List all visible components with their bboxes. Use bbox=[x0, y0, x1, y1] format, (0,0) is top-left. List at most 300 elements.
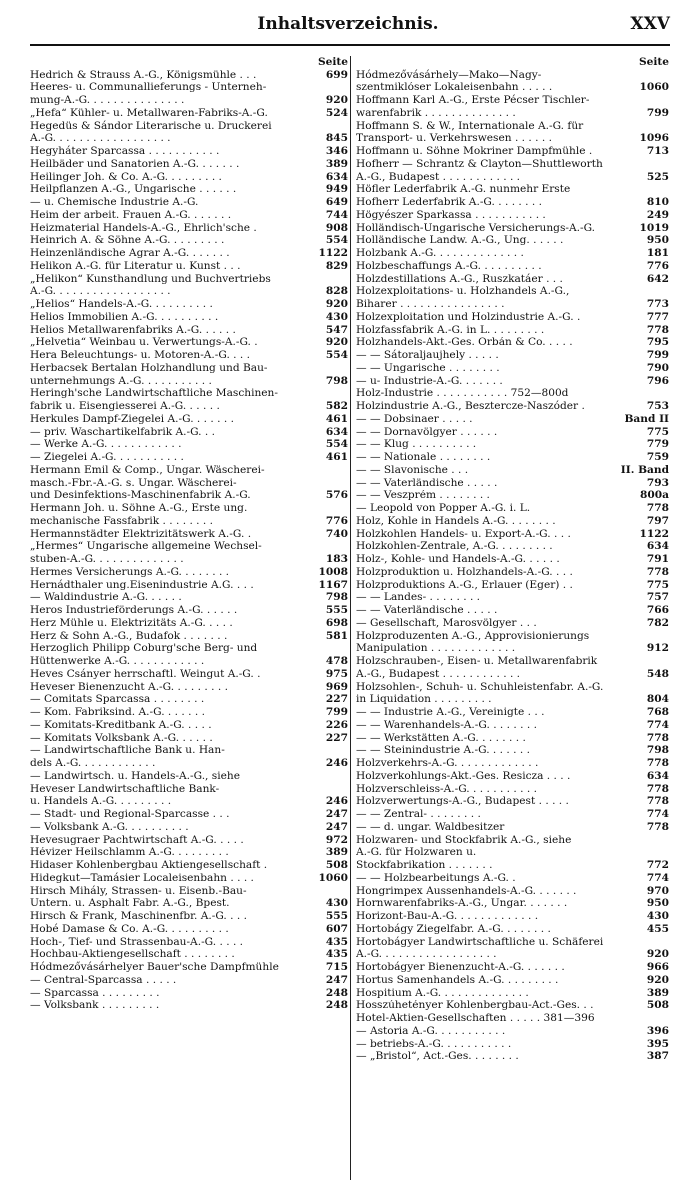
entry-page: 966 bbox=[646, 961, 669, 974]
entry-text: Holzwaren- und Stockfabrik A.-G., siehe bbox=[356, 833, 572, 846]
entry-page: 949 bbox=[325, 183, 348, 196]
entry-text: Holzexploitation und Holzindustrie A.-G. . bbox=[356, 311, 581, 323]
entry-text: — Werke A.-G. . . . . . . . . . . . bbox=[30, 438, 182, 451]
index-entry bbox=[30, 961, 348, 974]
entry-page: 778 bbox=[646, 731, 669, 744]
entry-page: 778 bbox=[646, 795, 669, 808]
entry-page: 790 bbox=[646, 362, 669, 374]
index-entry bbox=[30, 247, 348, 260]
index-entry bbox=[30, 796, 348, 809]
entry-page: 772 bbox=[646, 859, 669, 872]
index-entry bbox=[356, 936, 669, 949]
index-entry bbox=[30, 910, 348, 923]
entry-page: 950 bbox=[646, 234, 669, 247]
entry-page: II. Band bbox=[620, 464, 669, 476]
index-column-right bbox=[356, 56, 669, 1063]
entry-page: 1060 bbox=[639, 81, 669, 94]
column-divider bbox=[350, 56, 351, 1180]
entry-text: — betriebs-A.-G. . . . . . . . . . . bbox=[356, 1037, 512, 1050]
entry-page: 798 bbox=[325, 374, 348, 387]
entry-page: 430 bbox=[646, 910, 669, 923]
index-entry bbox=[30, 515, 348, 528]
index-entry bbox=[30, 209, 348, 222]
entry-page: 1167 bbox=[318, 578, 348, 591]
index-entry bbox=[356, 592, 669, 605]
index-entry bbox=[30, 898, 348, 911]
entry-page: 634 bbox=[646, 770, 669, 782]
index-entry bbox=[356, 107, 669, 120]
index-entry bbox=[356, 515, 669, 528]
entry-text: — Gesellschaft, Marosvölgyer . . . bbox=[356, 617, 537, 629]
entry-text: — Komitats-Kreditbank A.-G. . . . . bbox=[30, 719, 212, 731]
entry-page: 972 bbox=[325, 833, 348, 846]
entry-text: Hevesugraer Pachtwirtschaft A.-G. . . . . bbox=[30, 833, 244, 846]
entry-text: Heveser Bienenzucht A.-G. . . . . . . . . bbox=[30, 680, 228, 693]
entry-text: — — Sátoraljaujhely . . . . . bbox=[356, 349, 499, 362]
index-entry bbox=[356, 94, 669, 107]
index-entry bbox=[30, 706, 348, 719]
entry-page: 920 bbox=[646, 948, 669, 961]
entry-text: Heeres- u. Communallieferungs - Unterneh- bbox=[30, 81, 267, 94]
entry-text: Heilbäder und Sanatorien A.-G. . . . . . . bbox=[30, 158, 240, 170]
index-entry bbox=[356, 337, 669, 350]
index-entry bbox=[30, 69, 348, 82]
entry-page: 778 bbox=[646, 782, 669, 795]
entry-page: 970 bbox=[646, 884, 669, 897]
index-entry bbox=[356, 617, 669, 630]
entry-page: 461 bbox=[325, 413, 348, 425]
entry-page: 778 bbox=[646, 566, 669, 578]
index-entry bbox=[356, 719, 669, 732]
index-entry bbox=[30, 617, 348, 630]
index-entry bbox=[30, 145, 348, 158]
entry-text: — — Werkstätten A.-G. . . . . . . . bbox=[356, 731, 526, 744]
index-entry bbox=[356, 655, 669, 668]
entry-page: 800a bbox=[640, 489, 669, 502]
entry-page: 845 bbox=[325, 132, 348, 145]
index-entry bbox=[356, 1012, 669, 1025]
index-entry bbox=[30, 235, 348, 248]
entry-text: unternehmungs A.-G. . . . . . . . . . . bbox=[30, 374, 212, 387]
entry-page: 1122 bbox=[318, 247, 348, 260]
entry-page: 796 bbox=[646, 374, 669, 387]
index-entry bbox=[356, 451, 669, 464]
index-entry bbox=[356, 604, 669, 617]
entry-text: Hermann Joh. u. Söhne A.-G., Erste ung. bbox=[30, 502, 248, 515]
index-entry bbox=[356, 541, 669, 554]
index-entry bbox=[356, 69, 669, 82]
entry-text: Heinzenländische Agrar A.-G. . . . . . . bbox=[30, 247, 230, 260]
entry-text: Hortobágyer Landwirtschaftliche u. Schäferei bbox=[356, 935, 604, 948]
index-entry bbox=[30, 528, 348, 541]
entry-text: Heros Industrieförderungs A.-G. . . . . . bbox=[30, 604, 238, 617]
entry-text: — Astoria A.-G. . . . . . . . . . . bbox=[356, 1025, 506, 1037]
entry-text: A.-G. für Holzwaren u. bbox=[356, 846, 477, 859]
entry-text: Horizont-Bau-A.-G. . . . . . . . . . . . . bbox=[356, 910, 539, 923]
entry-page: 461 bbox=[325, 451, 348, 464]
entry-page: 576 bbox=[325, 489, 348, 502]
entry-text: in Liquidation . . . . . . . . . bbox=[356, 693, 492, 706]
index-entry bbox=[356, 311, 669, 324]
entry-page: 548 bbox=[646, 668, 669, 680]
entry-page: 430 bbox=[325, 311, 348, 323]
index-entry bbox=[356, 757, 669, 770]
entry-page: 799 bbox=[646, 107, 669, 119]
entry-page: 778 bbox=[646, 323, 669, 336]
index-entry bbox=[356, 732, 669, 745]
entry-text: Hegyháter Sparcassa . . . . . . . . . . . bbox=[30, 145, 220, 158]
entry-text: Biharer . . . . . . . . . . . . . . . . bbox=[356, 298, 505, 311]
page-number: XXV bbox=[630, 14, 670, 34]
entry-text: mung-A.-G. . . . . . . . . . . . . . . bbox=[30, 94, 185, 107]
entry-page: 248 bbox=[325, 999, 348, 1012]
entry-text: Holzsohlen-, Schuh- u. Schuhleistenfabr. A.-G. bbox=[356, 680, 604, 693]
entry-text: Hernádthaler ung.Eisenindustrie A.G. . . . bbox=[30, 578, 254, 591]
index-entry bbox=[356, 553, 669, 566]
index-entry bbox=[30, 413, 348, 426]
entry-text: Hidaser Kohlenbergbau Aktiengesellschaft . bbox=[30, 859, 268, 872]
entry-page: 766 bbox=[646, 604, 669, 617]
entry-text: Högyészer Sparkassa . . . . . . . . . . . bbox=[356, 209, 546, 221]
index-entry bbox=[356, 579, 669, 592]
entry-page: 1008 bbox=[318, 566, 348, 578]
entry-text: „Helikon“ Kunsthandlung und Buchvertriebs bbox=[30, 272, 271, 285]
entry-text: — u. Chemische Industrie A.-G. bbox=[30, 196, 199, 209]
entry-text: Hofherr Lederfabrik A.-G. . . . . . . . bbox=[356, 196, 542, 209]
index-entry bbox=[30, 732, 348, 745]
entry-text: — Stadt- und Regional-Sparcasse . . . bbox=[30, 808, 230, 821]
index-entry bbox=[356, 898, 669, 911]
entry-text: Holzbeschaffungs A.-G. . . . . . . . . . bbox=[356, 260, 542, 272]
entry-text: Heilpflanzen A.-G., Ungarische . . . . . . bbox=[30, 183, 237, 196]
index-entry bbox=[356, 643, 669, 656]
entry-page: 908 bbox=[325, 221, 348, 234]
entry-text: — — Warenhandels-A.-G. . . . . . . . bbox=[356, 719, 537, 731]
entry-page: 778 bbox=[646, 821, 669, 833]
entry-text: Holländisch-Ungarische Versicherungs-A.-G. bbox=[356, 221, 596, 234]
entry-text: — — Ungarische . . . . . . . . bbox=[356, 362, 500, 374]
entry-page: 774 bbox=[646, 808, 669, 821]
entry-page: 524 bbox=[325, 107, 348, 119]
entry-text: Holzindustrie A.-G., Besztercze-Naszóder . bbox=[356, 400, 585, 413]
index-entry bbox=[30, 936, 348, 949]
index-entry bbox=[356, 910, 669, 923]
entry-page: 804 bbox=[646, 693, 669, 706]
entry-text: Holzfassfabrik A.-G. in L. . . . . . . . . bbox=[356, 323, 545, 336]
entry-page: Seite bbox=[638, 56, 669, 68]
index-entry bbox=[30, 362, 348, 375]
index-entry bbox=[356, 298, 669, 311]
entry-text: — „Bristol“, Act.-Ges. . . . . . . . bbox=[356, 1050, 519, 1063]
index-entry bbox=[356, 528, 669, 541]
index-entry bbox=[30, 808, 348, 821]
entry-text: A.-G., Budapest . . . . . . . . . . . . bbox=[356, 668, 521, 680]
entry-page: 969 bbox=[325, 680, 348, 693]
index-entry bbox=[30, 94, 348, 107]
entry-text: A.-G. . . . . . . . . . . . . . . . . . bbox=[30, 285, 171, 298]
entry-page: 248 bbox=[325, 986, 348, 999]
entry-page: 508 bbox=[325, 859, 348, 872]
entry-text: Hoffmann Karl A.-G., Erste Pécser Tischler- bbox=[356, 94, 590, 107]
entry-page: 389 bbox=[325, 158, 348, 170]
index-column-left bbox=[30, 56, 348, 1012]
index-entry bbox=[356, 974, 669, 987]
index-entry bbox=[30, 349, 348, 362]
entry-text: Herkules Dampf-Ziegelei A.-G. . . . . . . bbox=[30, 413, 234, 425]
index-entry bbox=[356, 706, 669, 719]
index-entry bbox=[356, 349, 669, 362]
index-entry bbox=[356, 681, 669, 694]
entry-text: Hochbau-Aktiengesellschaft . . . . . . . . bbox=[30, 948, 235, 961]
index-entry bbox=[356, 923, 669, 936]
entry-text: Untern. u. Asphalt Fabr. A.-G., Bpest. bbox=[30, 897, 230, 910]
entry-text: Holzproduktions A.-G., Erlauer (Eger) . . bbox=[356, 578, 573, 591]
entry-page: 975 bbox=[325, 668, 348, 680]
entry-page: 395 bbox=[646, 1037, 669, 1050]
index-entry bbox=[30, 681, 348, 694]
entry-text: Heveser Landwirtschaftliche Bank- bbox=[30, 782, 220, 795]
index-entry bbox=[356, 987, 669, 1000]
index-entry bbox=[30, 133, 348, 146]
entry-page: 478 bbox=[325, 655, 348, 668]
entry-page: 773 bbox=[646, 298, 669, 311]
entry-text: Transport- u. Verkehrswesen . . . . . . bbox=[356, 132, 552, 145]
index-entry bbox=[30, 694, 348, 707]
index-entry bbox=[356, 745, 669, 758]
index-entry bbox=[356, 439, 669, 452]
entry-text: Hedrich & Strauss A.-G., Königsmühle . . . bbox=[30, 68, 257, 81]
entry-text: Hirsch Mihály, Strassen- u. Eisenb.-Bau- bbox=[30, 884, 247, 897]
entry-text: Hirsch & Frank, Maschinenfbr. A.-G. . . . bbox=[30, 910, 248, 923]
entry-page: 181 bbox=[646, 247, 669, 260]
index-entry bbox=[30, 885, 348, 898]
index-entry bbox=[30, 107, 348, 120]
entry-page: 226 bbox=[325, 719, 348, 731]
entry-page: 713 bbox=[646, 145, 669, 158]
entry-text: Holz, Kohle in Handels A.-G. . . . . . . . bbox=[356, 515, 556, 527]
entry-page: 744 bbox=[325, 209, 348, 221]
entry-text: dels A.-G. . . . . . . . . . . . bbox=[30, 757, 156, 770]
entry-text: Holzdestillations A.-G., Ruszkatáer . . . bbox=[356, 272, 563, 285]
index-entry bbox=[30, 286, 348, 299]
entry-text: Manipulation . . . . . . . . . . . . . bbox=[356, 642, 516, 655]
index-entry bbox=[30, 120, 348, 133]
page-column-header bbox=[356, 56, 669, 69]
entry-page: 779 bbox=[646, 438, 669, 451]
index-entry bbox=[356, 82, 669, 95]
entry-page: 699 bbox=[325, 68, 348, 81]
entry-text: Heim der arbeit. Frauen A.-G. . . . . . . bbox=[30, 209, 232, 221]
index-entry bbox=[30, 400, 348, 413]
index-entry bbox=[30, 757, 348, 770]
entry-text: warenfabrik . . . . . . . . . . . . . . bbox=[356, 107, 516, 119]
entry-page: 791 bbox=[646, 553, 669, 566]
entry-text: Hongrimpex Aussenhandels-A.-G. . . . . . . bbox=[356, 884, 577, 897]
index-entry bbox=[30, 541, 348, 554]
entry-text: Holzverschleiss-A.-G. . . . . . . . . . . bbox=[356, 782, 537, 795]
entry-page: 799 bbox=[325, 706, 348, 719]
index-entry bbox=[356, 783, 669, 796]
entry-text: — — Veszprém . . . . . . . . bbox=[356, 489, 490, 502]
entry-text: Hermannstädter Elektrizitätswerk A.-G. . bbox=[30, 527, 252, 540]
entry-text: Hofherr — Schrantz & Clayton—Shuttleworth bbox=[356, 158, 603, 170]
entry-page: 554 bbox=[325, 234, 348, 247]
index-entry bbox=[356, 859, 669, 872]
entry-text: — — Vaterländische . . . . . bbox=[356, 476, 498, 489]
entry-text: Hoffmann u. Söhne Mokriner Dampfmühle . bbox=[356, 145, 593, 158]
index-entry bbox=[356, 796, 669, 809]
index-entry bbox=[356, 885, 669, 898]
entry-text: — — Dobsinaer . . . . . bbox=[356, 413, 473, 425]
entry-text: Hera Beleuchtungs- u. Motoren-A.-G. . . . bbox=[30, 349, 251, 362]
entry-text: — Volksbank . . . . . . . . . bbox=[30, 999, 160, 1012]
index-entry bbox=[356, 566, 669, 579]
page-column-header bbox=[30, 56, 348, 69]
page-header bbox=[0, 14, 696, 40]
entry-text: — Landwirtsch. u. Handels-A.-G., siehe bbox=[30, 770, 240, 782]
entry-page: 247 bbox=[325, 974, 348, 986]
index-entry bbox=[30, 847, 348, 860]
entry-page: 799 bbox=[646, 349, 669, 362]
index-entry bbox=[30, 1000, 348, 1013]
entry-text: — — Klug . . . . . . . . . . bbox=[356, 438, 477, 451]
entry-page: 776 bbox=[325, 515, 348, 527]
entry-text: Hospitium A.-G. . . . . . . . . . . . . . bbox=[356, 986, 529, 999]
entry-text: — — Nationale . . . . . . . . bbox=[356, 451, 491, 464]
entry-text: Hermann Emil & Comp., Ungar. Wäscherei- bbox=[30, 464, 265, 476]
entry-page: 740 bbox=[325, 527, 348, 540]
index-entry bbox=[356, 235, 669, 248]
index-entry bbox=[30, 464, 348, 477]
index-entry bbox=[30, 298, 348, 311]
index-entry bbox=[30, 439, 348, 452]
entry-page: 554 bbox=[325, 438, 348, 451]
index-entry bbox=[30, 222, 348, 235]
entry-page: 776 bbox=[646, 260, 669, 272]
entry-page: 455 bbox=[646, 923, 669, 935]
entry-text: Herbacsek Bertalan Holzhandlung und Bau- bbox=[30, 362, 268, 374]
entry-page: 828 bbox=[325, 285, 348, 298]
entry-text: Holzhandels-Akt.-Ges. Orbán & Co. . . . . bbox=[356, 336, 573, 349]
index-entry bbox=[356, 502, 669, 515]
entry-text: Hortus Samenhandels A.-G. . . . . . . . . bbox=[356, 974, 559, 986]
index-entry bbox=[30, 821, 348, 834]
index-entry bbox=[356, 961, 669, 974]
index-entry bbox=[356, 145, 669, 158]
header-rule bbox=[30, 44, 670, 46]
index-entry bbox=[30, 388, 348, 401]
index-entry bbox=[30, 451, 348, 464]
index-entry bbox=[30, 923, 348, 936]
entry-text: Höfler Lederfabrik A.-G. nunmehr Erste bbox=[356, 183, 571, 196]
index-entry bbox=[356, 949, 669, 962]
index-entry bbox=[30, 311, 348, 324]
index-entry bbox=[30, 579, 348, 592]
index-entry bbox=[30, 566, 348, 579]
entry-page: 387 bbox=[646, 1050, 669, 1063]
entry-text: Hévizer Heilschlamm A.-G. . . . . . . . . bbox=[30, 846, 229, 859]
entry-text: Helios Metallwarenfabriks A.-G. . . . . . bbox=[30, 323, 236, 336]
entry-page: 634 bbox=[646, 540, 669, 553]
index-entry bbox=[30, 260, 348, 273]
entry-text: Hermes Versicherungs A.-G. . . . . . . . bbox=[30, 566, 230, 578]
entry-page: 810 bbox=[646, 196, 669, 209]
entry-text: Hoffmann S. & W., Internationale A.-G. für bbox=[356, 119, 584, 132]
index-entry bbox=[356, 209, 669, 222]
index-entry bbox=[30, 184, 348, 197]
entry-text: Holzkohlen Handels- u. Export-A.-G. . . . bbox=[356, 527, 571, 540]
entry-page: 525 bbox=[646, 170, 669, 183]
entry-page: 227 bbox=[325, 731, 348, 744]
entry-text: Heilinger Joh. & Co. A.-G. . . . . . . . . bbox=[30, 170, 222, 183]
entry-text: Herzoglich Philipp Coburg'sche Berg- und bbox=[30, 642, 258, 655]
entry-page: 774 bbox=[646, 872, 669, 884]
entry-text: — — Slavonische . . . bbox=[356, 464, 469, 476]
entry-text: — Volksbank A.-G. . . . . . . . . . bbox=[30, 821, 189, 833]
index-entry bbox=[356, 1051, 669, 1064]
entry-page: 435 bbox=[325, 948, 348, 961]
entry-text: Hotel-Aktien-Gesellschaften . . . . . 381—396 bbox=[356, 1012, 595, 1025]
index-entry bbox=[30, 158, 348, 171]
entry-text: „Helvetia“ Weinbau u. Verwertungs-A.-G. . bbox=[30, 336, 258, 349]
entry-text: Helikon A.-G. für Literatur u. Kunst . . . bbox=[30, 260, 241, 272]
entry-text: Hódmezővásárhelyer Bauer'sche Dampfmühle bbox=[30, 961, 279, 974]
entry-text: — Waldindustrie A.-G. . . . . . bbox=[30, 591, 182, 604]
entry-page: 227 bbox=[325, 693, 348, 706]
index-entry bbox=[30, 324, 348, 337]
entry-page: 774 bbox=[646, 719, 669, 731]
entry-page: 1060 bbox=[318, 872, 348, 884]
entry-text: Holzkohlen-Zentrale, A.-G. . . . . . . . . bbox=[356, 540, 553, 553]
index-entry bbox=[30, 719, 348, 732]
index-entry bbox=[30, 273, 348, 286]
index-entry bbox=[356, 120, 669, 133]
index-entry bbox=[356, 477, 669, 490]
entry-text: Helios Immobilien A.-G. . . . . . . . . . bbox=[30, 311, 219, 323]
entry-page: 778 bbox=[646, 502, 669, 515]
entry-page: 554 bbox=[325, 349, 348, 362]
index-entry bbox=[356, 222, 669, 235]
entry-page: 768 bbox=[646, 706, 669, 719]
entry-page: 246 bbox=[325, 795, 348, 808]
index-entry bbox=[30, 668, 348, 681]
index-entry bbox=[30, 553, 348, 566]
index-entry bbox=[356, 1025, 669, 1038]
entry-text: Holzschrauben-, Eisen- u. Metallwarenfabrik bbox=[356, 655, 598, 668]
entry-text: Holzproduktion u. Holzhandels-A.-G. . . . bbox=[356, 566, 573, 578]
entry-page: 430 bbox=[325, 897, 348, 910]
entry-text: stuben-A.-G. . . . . . . . . . . . . . bbox=[30, 553, 184, 566]
index-entry bbox=[30, 859, 348, 872]
index-entry bbox=[356, 324, 669, 337]
entry-text: — Sparcassa . . . . . . . . . bbox=[30, 986, 160, 999]
index-entry bbox=[30, 337, 348, 350]
entry-page: 346 bbox=[325, 145, 348, 158]
entry-page: 634 bbox=[325, 170, 348, 183]
entry-page: 547 bbox=[325, 323, 348, 336]
index-entry bbox=[356, 362, 669, 375]
entry-text: — — Dornavölgyer . . . . . . bbox=[356, 425, 498, 438]
page-title: Inhaltsverzeichnis. bbox=[257, 14, 439, 34]
entry-text: Holländische Landw. A.-G., Ung. . . . . . bbox=[356, 234, 564, 247]
entry-text: — — Landes- . . . . . . . . bbox=[356, 591, 481, 604]
entry-text: Holz-, Kohle- und Handels-A.-G. . . . . . bbox=[356, 553, 560, 566]
entry-text: Hegedüs & Sándor Literarische u. Druckerei bbox=[30, 119, 272, 132]
entry-text: — — Zentral- . . . . . . . . bbox=[356, 808, 481, 821]
entry-page: 829 bbox=[325, 260, 348, 272]
entry-page: 607 bbox=[325, 923, 348, 935]
index-entry bbox=[356, 413, 669, 426]
